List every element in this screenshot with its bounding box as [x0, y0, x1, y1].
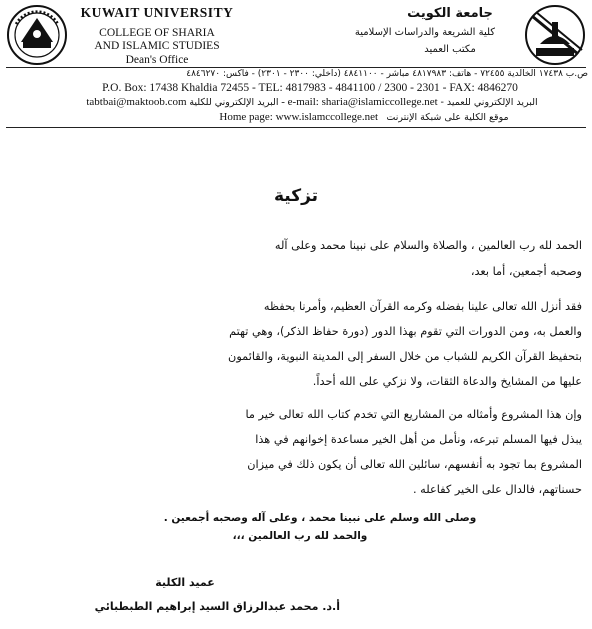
header-divider-top	[6, 67, 586, 68]
email-dean-label-ar: - البريد الإلكتروني للعميد	[440, 97, 538, 108]
body-line: وإن هذا المشروع وأمثاله من المشاريع التي تخدم كتاب الله تعالى خير ما	[245, 408, 582, 421]
letter-title: تزكية	[273, 186, 319, 206]
email-left-label-ar: البريد الإلكتروني للكلية	[189, 97, 279, 108]
body-line: الحمد لله رب العالمين ، والصلاة والسلام على نبينا محمد وعلى آله	[274, 239, 582, 252]
college-seal-icon	[522, 4, 588, 66]
contact-address-ar: ص.ب ١٧٤٣٨ الخالدية ٧٢٤٥٥ - هاتف: ٤٨١٧٩٨٣ مباشر - ٤٨٤١١٠٠ (داخلي: ٢٣٠٠ - ٢٣٠١) - فاكس: ٤٨٤٦٢٧٠	[186, 69, 588, 79]
body-line: حسناتهم، فالدال على الخير كفاعله .	[412, 483, 582, 496]
email-separator-en: - e-mail:	[281, 96, 319, 108]
homepage-ar: موقع الكلية على شبكة الإنترنت	[386, 112, 509, 123]
office-name-ar: مكتب العميد	[424, 44, 476, 55]
body-line: يبذل فيها المسلم تبرعه، ونأمل من أهل الخير مساعدة إخوانهم في هذا	[255, 433, 582, 446]
university-name-ar: جامعة الكويت	[407, 6, 493, 21]
closing-line-2: والحمد لله رب العالمين ،،،	[232, 530, 368, 542]
homepage-row	[144, 111, 584, 123]
signer-name: أ.د. محمد عبدالرزاق السيد إبراهيم الطبطبائي	[94, 600, 340, 613]
header-divider-bottom	[6, 127, 586, 128]
body-line: والعمل به، ومن الدورات التي تقوم بهذا الدور (دورة حفاظ الذكر)، وهي تهتم	[229, 325, 582, 338]
signer-title: عميد الكلية	[155, 576, 215, 589]
closing-line-1: وصلى الله وسلم على نبينا محمد ، وعلى آله وصحبه أجمعين .	[163, 512, 477, 524]
university-seal-icon	[6, 4, 68, 66]
body-line: بتحفيظ القرآن الكريم للشباب من خلال السفر إلى المدينة النبوية، والقائمون	[228, 350, 582, 363]
email-right[interactable]: sharia@islamiccollege.net	[321, 96, 438, 108]
college-name-ar: كلية الشريعة والدراسات الإسلامية	[354, 27, 496, 38]
email-row	[34, 96, 590, 108]
body-line: المشروع بما تجود به أنفسهم، سائلين الله تعالى أن يكون ذلك في ميزان	[247, 458, 582, 471]
office-name-en: Dean's Office	[125, 54, 189, 66]
body-line: فقد أنزل الله تعالى علينا بفضله وكرمه القرآن العظيم، وأمرنا بحفظه	[263, 300, 582, 313]
contact-address-en: P.O. Box: 17438 Khaldia 72455 - TEL: 4817983 - 4841100 / 2300 - 2301 - FAX: 4846270	[102, 82, 518, 94]
email-left[interactable]: tabtbai@maktoob.com	[86, 96, 187, 108]
college-name-en-line1: COLLEGE OF SHARIA	[99, 27, 215, 39]
homepage-en[interactable]: Home page: www.islamccollege.net	[219, 111, 379, 123]
body-line: عليها من المشايخ والدعاة الثقات، ولا نزكي على الله أحداً.	[312, 375, 582, 388]
university-name-en: KUWAIT UNIVERSITY	[80, 5, 234, 20]
college-name-en-line2: AND ISLAMIC STUDIES	[94, 40, 220, 52]
body-line: وصحبه أجمعين، أما بعد،	[470, 265, 582, 278]
